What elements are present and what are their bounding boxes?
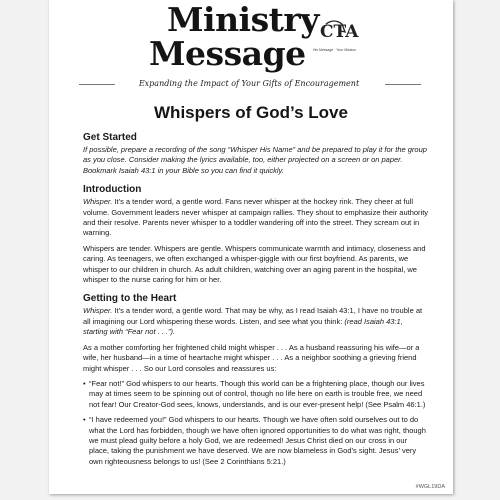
list-item — [83, 415, 429, 467]
bullet-text-fear-not: “Fear not!” God whispers to our hearts. Though this world can be a frightening place, though our lives may at times seem to be spinning out of control, though no life here on earth is trouble free, we need not fear! Our Creator-God sees, knows, understands, and is our ever-present help! (See Psalm 46:1.) — [89, 378, 426, 409]
document-title: Whispers of God’s Love — [154, 103, 348, 122]
tagline-divider-left — [79, 84, 115, 85]
product-code: #WGL19DA — [415, 484, 445, 490]
masthead-title-ministry: Ministry — [167, 0, 319, 39]
bullet-icon: • — [83, 415, 86, 425]
document-page — [49, 0, 453, 494]
cta-logo-subtext: His Message · Your Mission — [313, 48, 357, 52]
heart-paragraph-2: As a mother comforting her frightened child might whisper . . . As a husband reassuring his wife—or a wife, her husband—in a time of heartache might whisper . . . As a neighbor soothing a grieving friend might whisper . . . So our Lord consoles and reassures us: — [83, 342, 420, 373]
masthead-tagline: Expanding the Impact of Your Gifts of Encouragement — [138, 79, 360, 88]
introduction-paragraph-1 — [83, 197, 429, 239]
introduction-paragraph-1-text: It’s a tender word, a gentle word. Fans never whisper at the hockey rink. They cheer at full volume. Government leaders never whisper at campaign rallies. They shout to emphasize their authority and their resolve. Parents never whisper to a toddler wandering off into the street. They scream out in warning. — [83, 197, 429, 238]
introduction-paragraph-2: Whispers are tender. Whispers are gentle. Whispers communicate warmth and intimacy, closeness and caring. As teenagers, we often exchanged a whisper-giggle with our first boyfriend. As parents, we whisper to our children in church. As adult children, watching over an aging parent in the hospital, we whisper to the nurse caring for him or her. — [83, 243, 426, 285]
introduction-lead-word: Whisper. — [83, 197, 113, 207]
masthead — [49, 0, 453, 98]
section-heading-introduction: Introduction — [83, 184, 142, 196]
section-heading-get-started: Get Started — [83, 132, 137, 143]
get-started-paragraph: If possible, prepare a recording of the song “Whisper His Name” and be prepared to play it for the group as you close. Consider making the lyrics available, too, either projected on a screen or on paper. Bookmark Isaiah 43:1 in your Bible so you can find it quickly. — [83, 145, 427, 175]
tagline-divider-right — [385, 84, 421, 85]
cta-logo-text: CTA — [320, 22, 359, 42]
heart-scripture-reference: (read Isaiah 43:1, starting with “Fear not . . .”). — [83, 316, 403, 337]
heart-paragraph-1-text: It’s a tender word, a gentle word. That may be why, as I read Isaiah 43:1, I have no trouble at all imagining our Lord whispering these words. Listen, and see what you think: — [83, 306, 423, 326]
section-heading-getting-to-the-heart: Getting to the Heart — [83, 293, 177, 305]
list-item — [83, 379, 429, 410]
bullet-icon: • — [83, 378, 86, 388]
heart-paragraph-1 — [83, 306, 429, 337]
bullet-text-redeemed: “I have redeemed you!” God whispers to our hearts. Though we have often sold ourselves out to do what the Lord has forbidden, though we have often ignored opportunities to do what was right, though we must plead guilty before a holy God, we are redeemed! Jesus Christ died on our cross in our place, taking the punishment we have deserved. We are now blameless in God’s sight. Jesus’ very own righteousness belongs to us! (See 2 Corinthians 5:21.) — [89, 415, 426, 466]
masthead-title-message: Message — [149, 34, 306, 73]
heart-lead-word: Whisper. — [83, 306, 113, 316]
document-body — [83, 131, 429, 467]
